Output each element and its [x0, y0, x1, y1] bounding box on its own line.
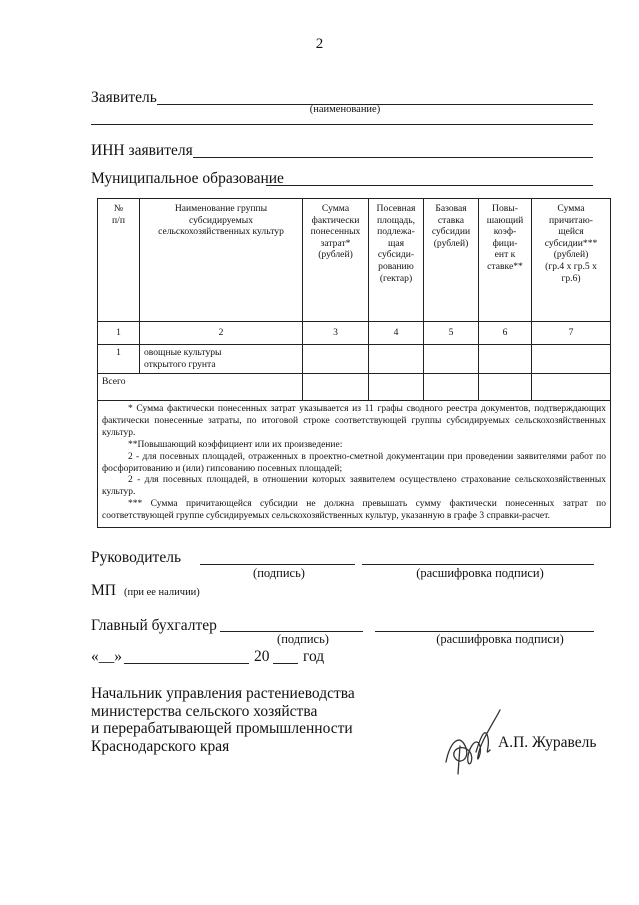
column-number-cell: 7 — [532, 322, 611, 345]
head-label: Руководитель — [91, 549, 182, 566]
total-label: Всего — [98, 374, 303, 401]
table-header-row — [98, 199, 611, 322]
footnote: *** Сумма причитающейся субсидии не должна превышать сумму фактически понесенных затрат по соответствующей группе субсидируемых сельскохозяйственных культур, указанную в графе 3 справки-расчет. — [102, 499, 606, 522]
table-header-cell: Базовая ставка субсидии (рублей) — [424, 199, 479, 322]
table-total-row — [98, 374, 611, 401]
column-number-cell: 4 — [369, 322, 424, 345]
head-signature-line — [200, 564, 355, 565]
footnote: 2 - для посевных площадей, отраженных в проектно-сметной документации при проведении заявителями работ по фосфоритованию и (или) гипсованию посевных площадей; — [102, 451, 606, 474]
stamp-label: МП — [91, 582, 116, 599]
head-decoding-caption: (расшифровка подписи) — [416, 566, 544, 580]
accountant-label: Главный бухгалтер — [91, 617, 217, 634]
row-crop-group: овощные культуры открытого грунта — [140, 345, 303, 374]
date-prefix: «__» — [91, 648, 122, 665]
footnote: 2 - для посевных площадей, в отношении которых заявителем осуществлено страхование сельскохозяйственных культур. — [102, 475, 606, 498]
applicant-label: Заявитель — [91, 89, 157, 106]
official-position: Начальник управления растениеводства министерства сельского хозяйства и перерабатывающей промышленности Краснодарского края — [91, 685, 355, 755]
date-suffix: год — [303, 648, 325, 665]
table-header-cell: Сумма фактически понесенных затрат* (рублей) — [303, 199, 369, 322]
official-name: А.П. Журавель — [498, 734, 597, 751]
date-year-prefix: 20 — [254, 648, 270, 665]
footnote: **Повышающий коэффициент или их произведение: — [128, 439, 343, 450]
column-number-cell: 5 — [424, 322, 479, 345]
column-number-cell: 6 — [479, 322, 532, 345]
table-header-cell: № п/п — [98, 199, 140, 322]
inn-label: ИНН заявителя — [91, 142, 193, 159]
table-header-cell: Повы- шающий коэф- фици- ент к ставке** — [479, 199, 532, 322]
table-row — [98, 345, 611, 374]
page-number: 2 — [315, 36, 324, 52]
applicant-second-line — [91, 124, 593, 125]
column-number-cell: 1 — [98, 322, 140, 345]
head-decoding-line — [362, 564, 594, 565]
date-year-line — [273, 663, 298, 664]
date-day-month-line — [124, 663, 249, 664]
table-header-cell: Посевная площадь, подлежа- щая субсиди- рованию (гектар) — [369, 199, 424, 322]
municipality-label: Муниципальное образование — [91, 170, 284, 187]
applicant-caption: (наименование) — [309, 104, 381, 115]
table-header-cell: Сумма причитаю- щейся субсидии*** (рублей) (гр.4 х гр.5 х гр.6) — [532, 199, 611, 322]
inn-fill-line — [193, 157, 593, 158]
table-footnotes — [98, 401, 611, 528]
table-column-numbers-row — [98, 322, 611, 345]
accountant-decoding-caption: (расшифровка подписи) — [436, 632, 564, 646]
column-number-cell: 3 — [303, 322, 369, 345]
footnote: * Сумма фактически понесенных затрат указывается из 11 графы сводного реестра документов, подтверждающих фактически понесенные затраты, по итоговой строке соответствующей группы субсидируемых сельскохозяйственных культур. — [102, 404, 606, 438]
column-number-cell: 2 — [140, 322, 303, 345]
accountant-signature-caption: (подпись) — [277, 632, 329, 646]
table-header-cell: Наименование группы субсидируемых сельскохозяйственных культур — [140, 199, 303, 322]
row-number: 1 — [98, 345, 140, 374]
head-signature-caption: (подпись) — [253, 566, 305, 580]
municipality-fill-line — [266, 185, 593, 186]
stamp-note: (при ее наличии) — [124, 587, 200, 598]
subsidy-table — [97, 198, 611, 528]
